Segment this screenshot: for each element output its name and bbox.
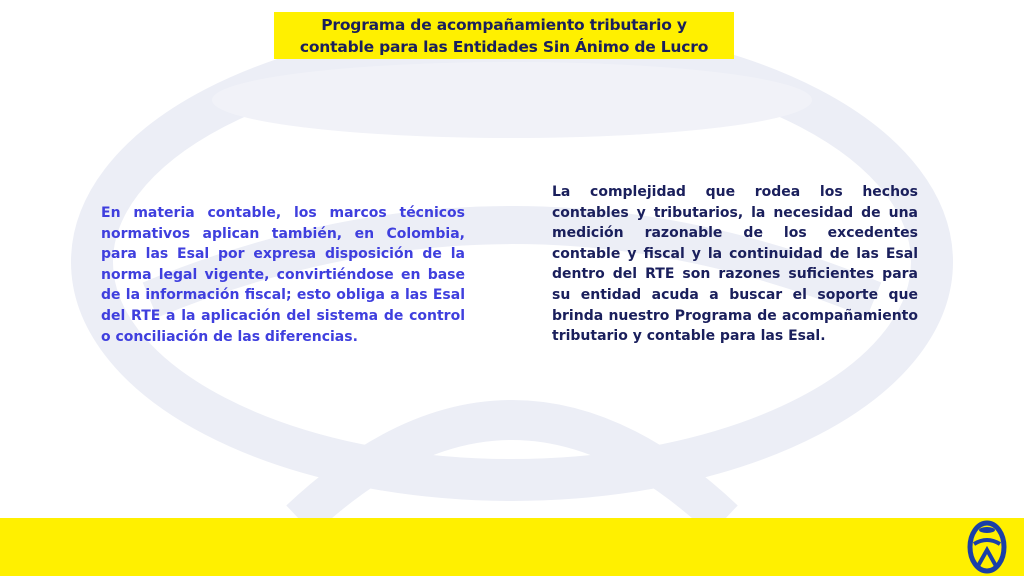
left-paragraph: En materia contable, los marcos técnicos normativos aplican también, en Colombia, para las Esal por expresa disposición de la norma legal vigente, convirtiéndose en base de la información fiscal; esto obliga a las Esal del RTE a la aplicación del sistema de control o conciliación de las diferencias.	[101, 205, 465, 345]
right-paragraph: La complejidad que rodea los hechos contables y tributarios, la necesidad de una medición razonable de los excedentes contable y fiscal y la continuidad de las Esal dentro del RTE son razones suficientes para su entidad acuda a buscar el soporte que brinda nuestro Programa de acompañamiento tributario y contable para las Esal.	[552, 184, 918, 345]
title-line-1: Programa de acompañamiento tributario y	[321, 15, 687, 34]
brand-logo-icon	[964, 520, 1010, 574]
footer-band	[0, 518, 1024, 576]
title-banner	[274, 12, 734, 59]
title-line-2: contable para las Entidades Sin Ánimo de Lucro	[299, 37, 709, 56]
